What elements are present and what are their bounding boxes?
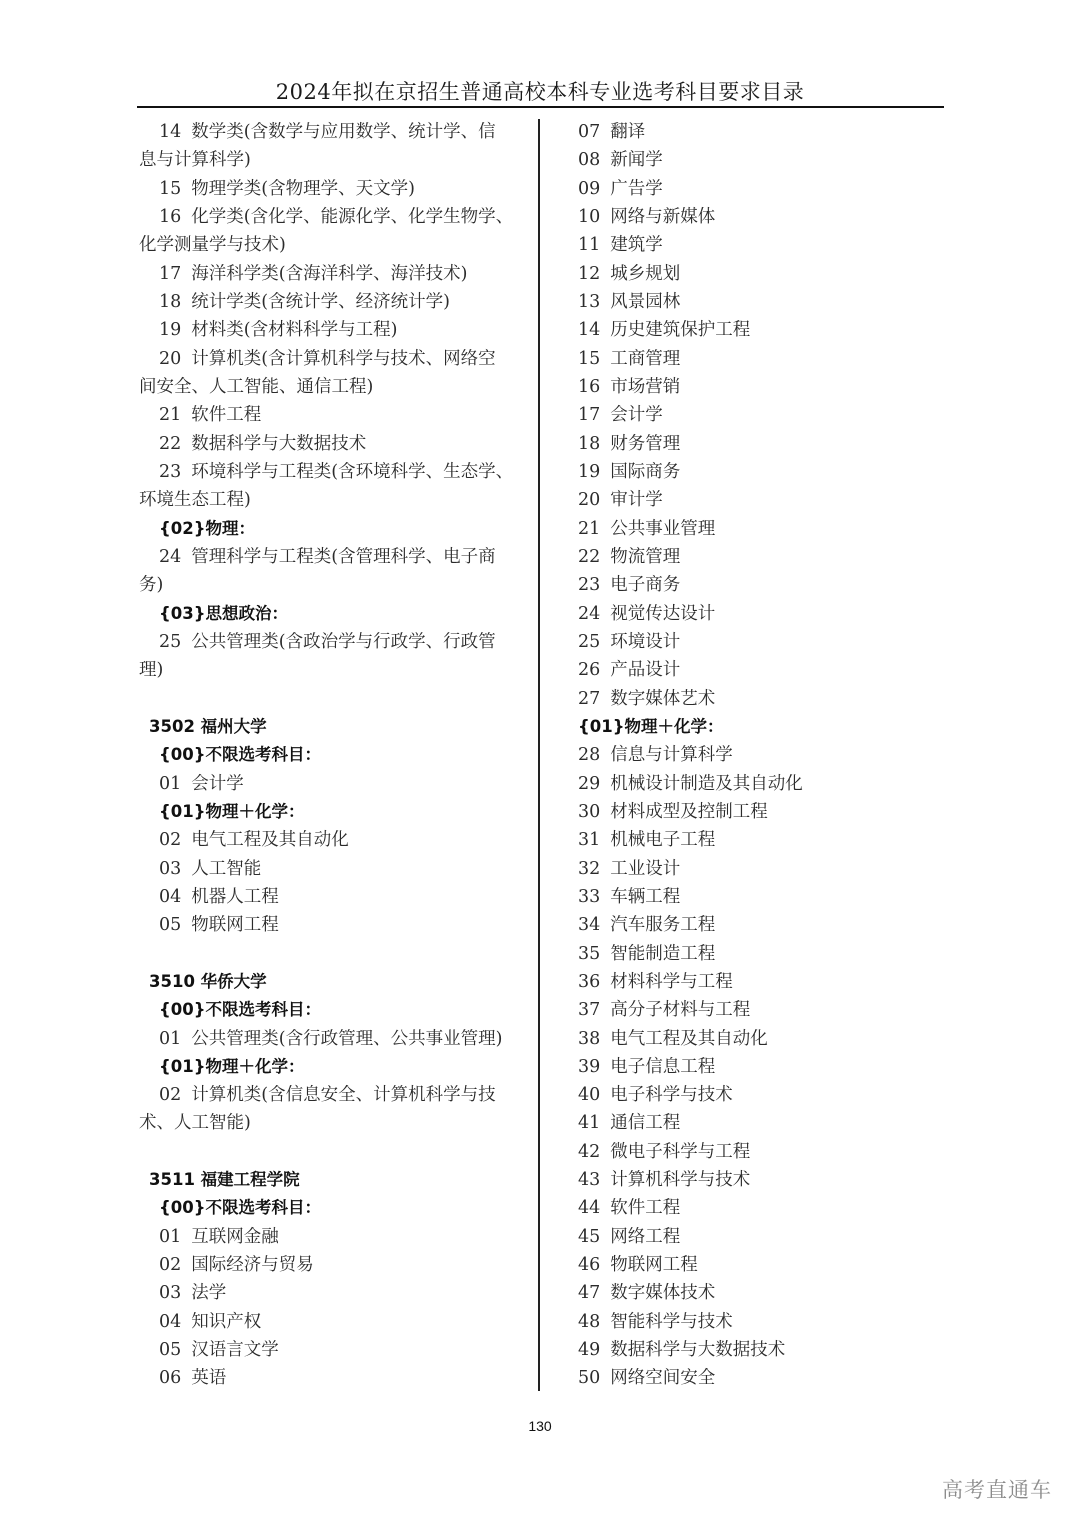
list-item bbox=[578, 770, 938, 798]
list-item-continuation: 理) bbox=[139, 660, 164, 681]
list-item bbox=[578, 1194, 938, 1222]
item-number: 01 bbox=[159, 1226, 182, 1247]
list-item bbox=[139, 1251, 525, 1279]
item-text: 软件工程 bbox=[610, 1198, 681, 1219]
item-number: 21 bbox=[159, 405, 182, 426]
item-text: 材料科学与工程 bbox=[610, 971, 733, 992]
item-number: 29 bbox=[578, 773, 601, 794]
item-number: 24 bbox=[159, 546, 182, 567]
blank-line bbox=[139, 940, 525, 968]
list-item bbox=[578, 486, 938, 514]
list-item bbox=[139, 430, 525, 458]
list-item bbox=[578, 458, 938, 486]
item-number: 15 bbox=[159, 178, 182, 199]
item-text: 新闻学 bbox=[610, 150, 663, 171]
item-text: 化学类(含化学、能源化学、化学生物学、 bbox=[191, 206, 514, 227]
item-text: 物流管理 bbox=[610, 546, 681, 567]
item-text: 电子商务 bbox=[610, 575, 681, 596]
item-text: 英语 bbox=[191, 1368, 227, 1389]
item-text: 公共事业管理 bbox=[610, 518, 716, 539]
item-text: 电子信息工程 bbox=[610, 1056, 716, 1077]
item-number: 14 bbox=[159, 122, 182, 142]
watermark: 高考直通车 bbox=[942, 1478, 1052, 1502]
subject-group-heading: {00}不限选考科目： bbox=[159, 745, 321, 765]
item-number: 25 bbox=[578, 631, 601, 652]
item-text: 机械设计制造及其自动化 bbox=[610, 773, 803, 794]
list-item-continuation: 化学测量学与技术) bbox=[139, 235, 286, 256]
item-text: 会计学 bbox=[191, 773, 244, 794]
list-item bbox=[139, 1364, 525, 1392]
subject-group-heading: {01}物理＋化学： bbox=[159, 1056, 305, 1076]
item-number: 26 bbox=[578, 660, 601, 681]
item-number: 03 bbox=[159, 858, 182, 879]
list-item bbox=[139, 316, 525, 344]
list-item bbox=[139, 118, 525, 146]
list-item bbox=[139, 345, 525, 373]
page-number: 130 bbox=[528, 1418, 552, 1434]
header-rule bbox=[137, 106, 944, 108]
list-item bbox=[578, 1308, 938, 1336]
item-number: 31 bbox=[578, 830, 601, 851]
item-number: 17 bbox=[159, 263, 182, 284]
item-number: 18 bbox=[159, 291, 182, 312]
item-number: 33 bbox=[578, 886, 601, 907]
right-column bbox=[578, 118, 938, 1393]
item-text: 互联网金融 bbox=[191, 1226, 279, 1247]
item-number: 49 bbox=[578, 1340, 601, 1361]
subject-group-heading: {01}物理＋化学： bbox=[578, 716, 724, 736]
item-number: 02 bbox=[159, 830, 182, 851]
item-number: 05 bbox=[159, 1340, 182, 1361]
item-text: 物联网工程 bbox=[610, 1255, 698, 1276]
item-text: 材料成型及控制工程 bbox=[610, 801, 768, 822]
item-text: 计算机类(含计算机科学与技术、网络空 bbox=[191, 348, 496, 369]
list-item bbox=[578, 940, 938, 968]
item-text: 翻译 bbox=[610, 122, 646, 142]
list-item bbox=[578, 628, 938, 656]
list-item bbox=[578, 826, 938, 854]
list-item bbox=[139, 401, 525, 429]
item-number: 28 bbox=[578, 745, 601, 766]
list-item bbox=[578, 1364, 938, 1392]
item-text: 财务管理 bbox=[610, 433, 681, 454]
item-number: 20 bbox=[578, 490, 601, 511]
item-text: 数据科学与大数据技术 bbox=[191, 433, 367, 454]
subject-group-heading: {00}不限选考科目： bbox=[159, 1198, 321, 1218]
list-item bbox=[139, 288, 525, 316]
item-text: 网络空间安全 bbox=[610, 1368, 716, 1389]
list-item bbox=[139, 628, 525, 656]
item-text: 数字媒体技术 bbox=[610, 1283, 716, 1304]
list-item bbox=[578, 231, 938, 259]
item-number: 46 bbox=[578, 1255, 601, 1276]
subject-group-heading: {01}物理＋化学： bbox=[159, 801, 305, 821]
item-text: 数字媒体艺术 bbox=[610, 688, 716, 709]
item-number: 02 bbox=[159, 1255, 182, 1276]
list-item-continuation: 务) bbox=[139, 575, 164, 596]
list-item bbox=[578, 600, 938, 628]
item-text: 审计学 bbox=[610, 490, 663, 511]
item-text: 海洋科学类(含海洋科学、海洋技术) bbox=[191, 263, 468, 284]
item-number: 34 bbox=[578, 915, 601, 936]
list-item bbox=[578, 260, 938, 288]
list-item bbox=[139, 883, 525, 911]
item-text: 机器人工程 bbox=[191, 886, 279, 907]
blank-line bbox=[139, 1138, 525, 1166]
item-number: 23 bbox=[159, 461, 182, 482]
item-number: 04 bbox=[159, 1311, 182, 1332]
item-text: 微电子科学与工程 bbox=[610, 1141, 751, 1162]
list-item bbox=[139, 1223, 525, 1251]
item-number: 10 bbox=[578, 206, 601, 227]
list-item bbox=[139, 826, 525, 854]
item-number: 38 bbox=[578, 1028, 601, 1049]
item-text: 信息与计算科学 bbox=[610, 745, 733, 766]
page-title: 2024年拟在京招生普通高校本科专业选考科目要求目录 bbox=[275, 80, 805, 104]
item-number: 48 bbox=[578, 1311, 601, 1332]
item-number: 18 bbox=[578, 433, 601, 454]
list-item bbox=[578, 203, 938, 231]
list-item bbox=[578, 741, 938, 769]
item-text: 物理学类(含物理学、天文学) bbox=[191, 178, 415, 199]
item-text: 会计学 bbox=[610, 405, 663, 426]
item-text: 机械电子工程 bbox=[610, 830, 716, 851]
item-text: 风景园林 bbox=[610, 291, 681, 312]
list-item bbox=[578, 571, 938, 599]
item-text: 视觉传达设计 bbox=[610, 603, 716, 624]
item-number: 42 bbox=[578, 1141, 601, 1162]
list-item bbox=[578, 146, 938, 174]
list-item bbox=[139, 1081, 525, 1109]
item-number: 40 bbox=[578, 1085, 601, 1106]
item-text: 工业设计 bbox=[610, 858, 681, 879]
item-text: 电气工程及其自动化 bbox=[610, 1028, 768, 1049]
item-text: 汽车服务工程 bbox=[610, 915, 716, 936]
item-text: 产品设计 bbox=[610, 660, 681, 681]
item-number: 04 bbox=[159, 886, 182, 907]
item-number: 19 bbox=[159, 320, 182, 341]
blank-line bbox=[139, 685, 525, 713]
item-number: 24 bbox=[578, 603, 601, 624]
list-item bbox=[578, 515, 938, 543]
item-text: 数学类(含数学与应用数学、统计学、信 bbox=[191, 122, 496, 142]
subject-group-heading: {03}思想政治： bbox=[159, 603, 288, 623]
list-item bbox=[578, 401, 938, 429]
item-number: 41 bbox=[578, 1113, 601, 1134]
list-item bbox=[139, 1025, 525, 1053]
list-item bbox=[139, 203, 525, 231]
institution-heading: 3502 福州大学 bbox=[149, 716, 267, 736]
list-item-continuation: 环境生态工程) bbox=[139, 490, 251, 511]
item-text: 工商管理 bbox=[610, 348, 681, 369]
item-number: 16 bbox=[159, 206, 182, 227]
item-number: 35 bbox=[578, 943, 601, 964]
list-item bbox=[578, 911, 938, 939]
list-item bbox=[578, 1025, 938, 1053]
item-number: 43 bbox=[578, 1170, 601, 1191]
item-number: 14 bbox=[578, 320, 601, 341]
list-item bbox=[578, 430, 938, 458]
item-number: 22 bbox=[159, 433, 182, 454]
list-item bbox=[578, 1166, 938, 1194]
subject-group-heading: {02}物理： bbox=[159, 518, 255, 538]
item-number: 19 bbox=[578, 461, 601, 482]
item-number: 39 bbox=[578, 1056, 601, 1077]
item-text: 环境科学与工程类(含环境科学、生态学、 bbox=[191, 461, 514, 482]
list-item bbox=[578, 175, 938, 203]
list-item bbox=[578, 996, 938, 1024]
list-item bbox=[139, 458, 525, 486]
list-item bbox=[139, 1308, 525, 1336]
item-text: 环境设计 bbox=[610, 631, 681, 652]
item-text: 电气工程及其自动化 bbox=[191, 830, 349, 851]
column-divider bbox=[538, 119, 540, 1391]
list-item-continuation: 间安全、人工智能、通信工程) bbox=[139, 376, 374, 397]
list-item bbox=[578, 1109, 938, 1137]
list-item bbox=[578, 1053, 938, 1081]
list-item bbox=[578, 1336, 938, 1364]
item-number: 20 bbox=[159, 348, 182, 369]
item-number: 50 bbox=[578, 1368, 601, 1389]
item-text: 统计学类(含统计学、经济统计学) bbox=[191, 291, 450, 312]
item-number: 32 bbox=[578, 858, 601, 879]
item-number: 17 bbox=[578, 405, 601, 426]
item-number: 09 bbox=[578, 178, 601, 199]
list-item bbox=[578, 1223, 938, 1251]
item-number: 01 bbox=[159, 773, 182, 794]
item-text: 高分子材料与工程 bbox=[610, 1000, 751, 1021]
item-text: 城乡规划 bbox=[610, 263, 681, 284]
left-column bbox=[139, 118, 525, 1393]
item-number: 30 bbox=[578, 801, 601, 822]
item-text: 物联网工程 bbox=[191, 915, 279, 936]
item-text: 车辆工程 bbox=[610, 886, 681, 907]
item-number: 01 bbox=[159, 1028, 182, 1049]
list-item bbox=[139, 1279, 525, 1307]
item-text: 计算机科学与技术 bbox=[610, 1170, 751, 1191]
list-item bbox=[578, 316, 938, 344]
item-text: 管理科学与工程类(含管理科学、电子商 bbox=[191, 546, 496, 567]
item-text: 软件工程 bbox=[191, 405, 262, 426]
item-text: 网络工程 bbox=[610, 1226, 681, 1247]
list-item bbox=[139, 855, 525, 883]
item-number: 22 bbox=[578, 546, 601, 567]
list-item bbox=[578, 656, 938, 684]
list-item bbox=[578, 373, 938, 401]
item-number: 12 bbox=[578, 263, 601, 284]
list-item bbox=[578, 798, 938, 826]
item-text: 智能制造工程 bbox=[610, 943, 716, 964]
item-number: 21 bbox=[578, 518, 601, 539]
list-item bbox=[139, 543, 525, 571]
list-item bbox=[139, 911, 525, 939]
list-item bbox=[578, 883, 938, 911]
item-number: 07 bbox=[578, 122, 601, 142]
item-text: 电子科学与技术 bbox=[610, 1085, 733, 1106]
list-item bbox=[578, 1279, 938, 1307]
item-text: 知识产权 bbox=[191, 1311, 262, 1332]
item-text: 公共管理类(含政治学与行政学、行政管 bbox=[191, 631, 496, 652]
item-text: 人工智能 bbox=[191, 858, 262, 879]
item-number: 27 bbox=[578, 688, 601, 709]
item-text: 通信工程 bbox=[610, 1113, 681, 1134]
item-text: 法学 bbox=[191, 1283, 227, 1304]
institution-heading: 3510 华侨大学 bbox=[149, 971, 267, 991]
item-number: 05 bbox=[159, 915, 182, 936]
item-number: 08 bbox=[578, 150, 601, 171]
item-number: 45 bbox=[578, 1226, 601, 1247]
list-item bbox=[578, 1138, 938, 1166]
item-text: 国际经济与贸易 bbox=[191, 1255, 314, 1276]
list-item bbox=[578, 543, 938, 571]
list-item bbox=[139, 175, 525, 203]
item-number: 16 bbox=[578, 376, 601, 397]
list-item bbox=[578, 1251, 938, 1279]
list-item bbox=[139, 1336, 525, 1364]
list-item bbox=[578, 288, 938, 316]
list-item bbox=[578, 1081, 938, 1109]
item-number: 06 bbox=[159, 1368, 182, 1389]
list-item bbox=[578, 685, 938, 713]
item-text: 国际商务 bbox=[610, 461, 681, 482]
item-number: 37 bbox=[578, 1000, 601, 1021]
item-text: 历史建筑保护工程 bbox=[610, 320, 751, 341]
item-number: 15 bbox=[578, 348, 601, 369]
item-text: 材料类(含材料科学与工程) bbox=[191, 320, 398, 341]
item-text: 公共管理类(含行政管理、公共事业管理) bbox=[191, 1028, 503, 1049]
item-text: 市场营销 bbox=[610, 376, 681, 397]
list-item bbox=[578, 968, 938, 996]
item-number: 25 bbox=[159, 631, 182, 652]
item-text: 数据科学与大数据技术 bbox=[610, 1340, 786, 1361]
list-item-continuation: 息与计算科学) bbox=[139, 150, 251, 171]
subject-group-heading: {00}不限选考科目： bbox=[159, 1000, 321, 1020]
item-number: 23 bbox=[578, 575, 601, 596]
item-text: 汉语言文学 bbox=[191, 1340, 279, 1361]
item-number: 13 bbox=[578, 291, 601, 312]
item-number: 02 bbox=[159, 1085, 182, 1106]
list-item bbox=[578, 855, 938, 883]
item-number: 03 bbox=[159, 1283, 182, 1304]
item-text: 建筑学 bbox=[610, 235, 663, 256]
item-number: 44 bbox=[578, 1198, 601, 1219]
list-item bbox=[578, 345, 938, 373]
list-item bbox=[578, 118, 938, 146]
institution-heading: 3511 福建工程学院 bbox=[149, 1170, 300, 1190]
item-text: 智能科学与技术 bbox=[610, 1311, 733, 1332]
item-number: 36 bbox=[578, 971, 601, 992]
list-item-continuation: 术、人工智能) bbox=[139, 1113, 251, 1134]
list-item bbox=[139, 260, 525, 288]
list-item bbox=[139, 770, 525, 798]
item-number: 47 bbox=[578, 1283, 601, 1304]
item-text: 网络与新媒体 bbox=[610, 206, 716, 227]
item-text: 计算机类(含信息安全、计算机科学与技 bbox=[191, 1085, 496, 1106]
item-number: 11 bbox=[578, 235, 601, 256]
item-text: 广告学 bbox=[610, 178, 663, 199]
